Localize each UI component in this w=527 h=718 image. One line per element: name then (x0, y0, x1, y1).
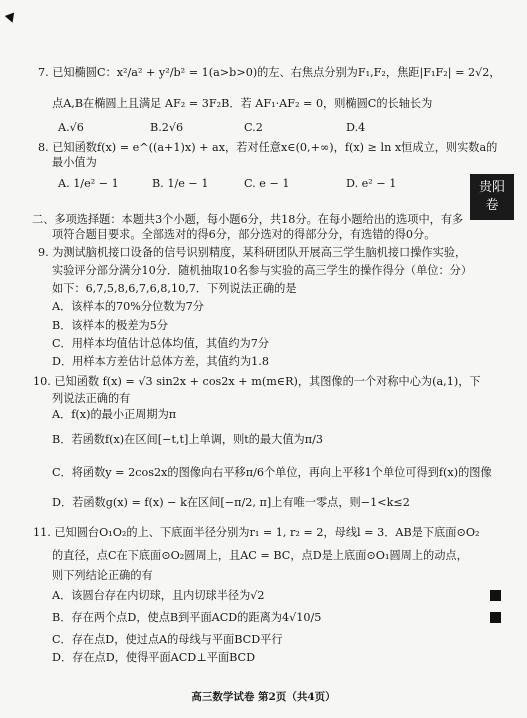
q7-option-a: A.√6 (58, 121, 84, 134)
q9-stem-line3: 如下：6,7,5,8,6,7,6,8,10,7．下列说法正确的是 (52, 282, 297, 295)
marker-square-icon (490, 612, 501, 623)
q11-option-b: B．存在两个点D，使点B到平面ACD的距离为4√10/5 (52, 611, 322, 624)
q9-stem-line2: 实验评分部分满分10分．随机抽取10名参与实验的高三学生的操作得分（单位：分） (52, 264, 473, 277)
q9-stem-line1: 9. 为测试脑机接口设备的信号识别精度，某科研团队开展高三学生脑机接口操作实验， (38, 246, 467, 259)
q7-stem-line2: 点A,B在椭圆上且满足 AF₂ = 3F₂B．若 AF₁·AF₂ = 0，则椭圆C的长轴长为 (52, 97, 433, 110)
region-tab-line1: 贵阳 (478, 180, 505, 195)
marker-square-icon (490, 590, 501, 601)
q10-option-b: B．若函数f(x)在区间[−t,t]上单调，则t的最大值为π/3 (52, 433, 323, 446)
q10-stem-line2: 列说法正确的有 (52, 392, 131, 405)
q10-option-d: D．若函数g(x) = f(x) − k在区间[−π/2, π]上有唯一零点，则−1<k≤2 (52, 496, 410, 509)
q8-stem-line1: 8. 已知函数f(x) = e^((a+1)x) + ax，若对任意x∈(0,+∞)，f(x) ≥ ln x恒成立，则实数a的 (38, 141, 498, 154)
page-footer: 高三数学试卷 第2页（共4页） (191, 691, 336, 703)
q7-option-c: C.2 (244, 121, 263, 134)
section2-heading-line2: 项符合题目要求。全部选对的得6分，部分选对的得部分分，有选错的得0分。 (52, 228, 436, 241)
q9-option-b: B．该样本的极差为5分 (52, 319, 169, 332)
q9-option-d: D．用样本方差估计总体方差，其值约为1.8 (52, 355, 269, 368)
q10-option-c: C．将函数y = 2cos2x的图像向右平移π/6个单位，再向上平移1个单位可得到f(x)的图像 (52, 466, 492, 479)
q7-stem-line1: 7. 已知椭圆C：x²/a² + y²/b² = 1(a>b>0)的左、右焦点分别为F₁,F₂，焦距|F₁F₂| = 2√2， (38, 66, 501, 79)
q11-option-d: D．存在点D，使得平面ACD⊥平面BCD (52, 651, 256, 664)
q8-stem-line2: 最小值为 (52, 156, 97, 169)
q8-option-d: D. e² − 1 (346, 177, 397, 190)
q11-option-a: A．该圆台存在内切球，且内切球半径为√2 (52, 589, 265, 602)
q11-stem-line2: 的直径，点C在下底面⊙O₂圆周上，且AC = BC，点D是上底面⊙O₁圆周上的动点， (52, 549, 468, 562)
q10-stem-line1: 10. 已知函数 f(x) = √3 sin2x + cos2x + m(m∈R)，其图像的一个对称中心为(a,1)，下 (33, 375, 481, 388)
q11-option-c: C．存在点D，使过点A的母线与平面BCD平行 (52, 633, 283, 646)
q7-option-b: B.2√6 (150, 121, 184, 134)
q8-option-a: A. 1/e² − 1 (58, 177, 119, 190)
q7-option-d: D.4 (346, 121, 366, 134)
q9-option-c: C．用样本均值估计总体均值，其值约为7分 (52, 337, 270, 350)
corner-mark-icon (5, 13, 17, 25)
section2-heading-line1: 二、多项选择题：本题共3个小题，每小题6分，共18分。在每小题给出的选项中，有多 (32, 213, 464, 226)
q10-option-a: A．f(x)的最小正周期为π (52, 408, 177, 421)
q11-stem-line3: 则下列结论正确的有 (52, 569, 153, 582)
q11-stem-line1: 11. 已知圆台O₁O₂的上、下底面半径分别为r₁ = 1, r₂ = 2，母线l = 3．AB是下底面⊙O₂ (33, 526, 480, 539)
q8-option-c: C. e − 1 (244, 177, 290, 190)
region-tab (470, 174, 514, 220)
region-tab-line2: 卷 (485, 198, 499, 213)
q9-option-a: A．该样本的70%分位数为7分 (52, 300, 204, 313)
q8-option-b: B. 1/e − 1 (152, 177, 209, 190)
